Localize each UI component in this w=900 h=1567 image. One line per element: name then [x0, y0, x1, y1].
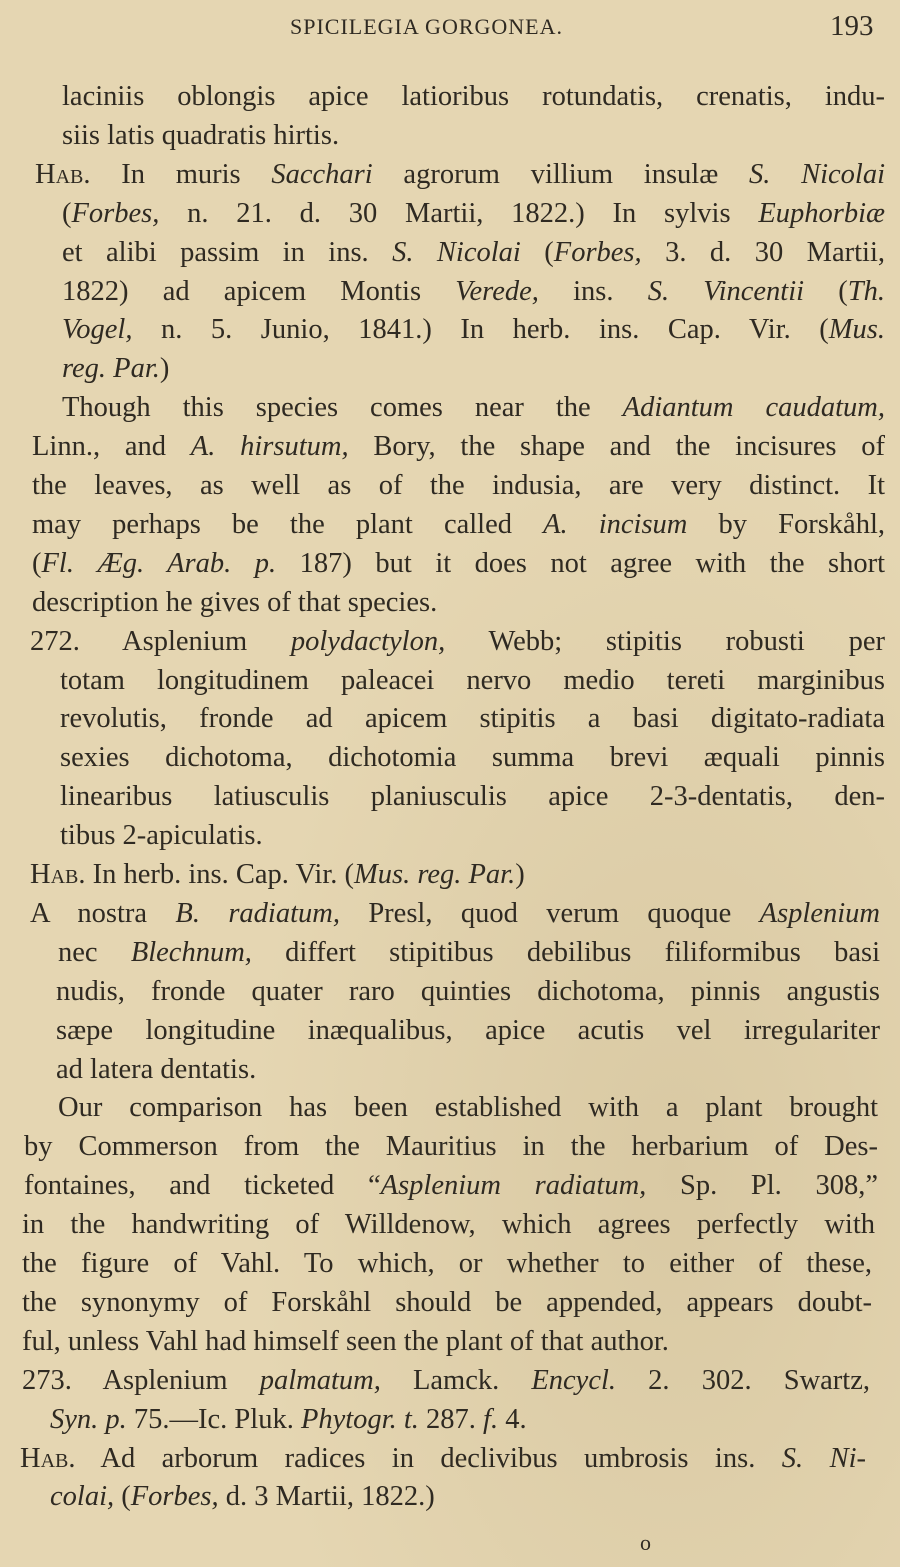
- text-line: [30, 858, 525, 892]
- italic-run: Vogel,: [62, 314, 133, 346]
- italic-run: Syn. p.: [50, 1403, 127, 1435]
- text-run: in the handwriting of Willdenow, which agrees perfectly with: [22, 1209, 875, 1241]
- text-run: 1822) ad apicem Montis: [62, 275, 456, 307]
- italic-run: Mus. reg. Par.: [353, 859, 516, 890]
- italic-run: Fl. Æg. Arab. p.: [41, 547, 277, 579]
- text-run: 272. Asplenium: [30, 625, 291, 657]
- italic-run: reg. Par.: [62, 353, 160, 385]
- text-run: revolutis, fronde ad apicem stipitis a basi digitato-radiata: [60, 703, 885, 735]
- text-run: the figure of Vahl. To which, or whether to either of these,: [22, 1248, 872, 1279]
- text-line: [30, 897, 880, 931]
- italic-run: Forbes,: [553, 236, 642, 268]
- text-run: may perhaps be the plant called: [32, 508, 544, 540]
- text-run: sexies dichotoma, dichotomia summa brevi æquali pinnis: [60, 742, 885, 774]
- text-run: n. 21. d. 30 Martii, 1822.) In sylvis: [159, 197, 759, 229]
- text-line: [56, 1014, 880, 1048]
- italic-run: Encycl.: [531, 1364, 617, 1396]
- page-number: 193: [830, 10, 874, 42]
- italic-run: S. Nicolai: [392, 236, 521, 268]
- text-line: [62, 275, 885, 309]
- italic-run: Adiantum caudatum,: [622, 392, 885, 424]
- text-run: ): [515, 859, 525, 890]
- italic-run: Th.: [847, 275, 885, 307]
- text-line: [62, 352, 169, 386]
- text-run: Lamck.: [380, 1364, 532, 1396]
- text-run: Presl, quod verum quoque: [339, 897, 760, 929]
- text-line: [50, 1480, 435, 1514]
- italic-run: A. incisum: [543, 508, 688, 540]
- italic-run: Phytogr. t.: [300, 1403, 419, 1435]
- text-line: [22, 1286, 872, 1320]
- text-run: 4.: [498, 1403, 527, 1435]
- text-line: [32, 547, 885, 581]
- text-run: laciniis oblongis apice latioribus rotundatis, crenatis, indu-: [62, 81, 885, 112]
- italic-run: palmatum,: [259, 1364, 381, 1396]
- text-line: [56, 975, 880, 1009]
- text-run: 2. 302. Swartz,: [616, 1364, 870, 1396]
- italic-run: B. radiatum,: [175, 897, 340, 929]
- text-run: 187) but it does not agree with the short: [276, 547, 885, 579]
- text-run: nudis, fronde quater raro quinties dichotoma, pinnis angustis: [56, 975, 880, 1007]
- text-run: 287.: [418, 1403, 484, 1435]
- text-line: [58, 1091, 878, 1125]
- text-run: ful, unless Vahl had himself seen the plant of that author.: [22, 1325, 669, 1357]
- text-run: 3. d. 30 Martii,: [641, 236, 885, 268]
- text-run: sæpe longitudine inæqualibus, apice acutis vel irregulariter: [56, 1014, 880, 1046]
- text-line: [22, 1208, 875, 1242]
- italic-run: S. Ni-: [781, 1442, 867, 1474]
- text-run: Sp. Pl. 308,”: [646, 1170, 878, 1202]
- text-line: [50, 1403, 527, 1437]
- text-run: (: [62, 197, 72, 229]
- text-line: [30, 625, 885, 659]
- text-run: by Forskåhl,: [687, 508, 885, 540]
- text-run: linearibus latiusculis planiusculis apice 2-3-dentatis, den-: [60, 781, 885, 813]
- text-line: [60, 702, 885, 736]
- text-run: (: [32, 547, 42, 579]
- italic-run: Sacchari: [271, 158, 373, 190]
- text-line: [32, 586, 437, 620]
- text-line: [62, 313, 885, 347]
- text-run: Our comparison has been established with a plant brought: [58, 1092, 878, 1124]
- text-line: [60, 741, 885, 775]
- text-run: differt stipitibus debilibus filiformibus basi: [251, 936, 880, 968]
- text-line: [24, 1169, 878, 1203]
- italic-run: Asplenium: [759, 897, 880, 929]
- text-run: A nostra: [30, 897, 176, 929]
- text-run: tibus 2-apiculatis.: [60, 820, 263, 852]
- italic-run: A. hirsutum,: [190, 431, 349, 463]
- text-run: siis latis quadratis hirtis.: [62, 119, 340, 151]
- text-line: [35, 158, 885, 192]
- running-title: SPICILEGIA GORGONEA.: [290, 14, 563, 39]
- text-run: (: [520, 236, 554, 268]
- italic-run: f.: [483, 1403, 499, 1435]
- text-run: Bory, the shape and the incisures of: [348, 431, 886, 463]
- text-run: Linn., and: [32, 431, 191, 463]
- text-line: [32, 508, 885, 542]
- text-line: [62, 119, 339, 153]
- italic-run: Verede,: [455, 275, 539, 307]
- text-run: Webb; stipitis robusti per: [445, 625, 885, 657]
- italic-run: Forbes,: [130, 1481, 219, 1513]
- text-run: 273. Asplenium: [22, 1364, 260, 1396]
- text-line: [22, 1325, 669, 1359]
- text-run: et alibi passim in ins.: [62, 236, 393, 268]
- text-run: ins.: [538, 275, 648, 307]
- text-run: by Commerson from the Mauritius in the herbarium of Des-: [24, 1131, 878, 1163]
- text-run: totam longitudinem paleacei nervo medio tereti marginibus: [60, 664, 885, 696]
- text-run: d. 3 Martii, 1822.): [218, 1481, 435, 1513]
- text-line: [32, 469, 885, 503]
- text-run: ): [159, 353, 170, 385]
- italic-run: S. Nicolai: [748, 158, 885, 190]
- text-run: Though this species comes near the: [62, 392, 623, 424]
- text-line: [24, 1130, 878, 1164]
- text-line: [58, 936, 880, 970]
- text-run: the synonymy of Forskåhl should be appended, appears doubt-: [22, 1286, 872, 1318]
- text-run: Ad arborum radices in declivibus umbrosis ins.: [75, 1442, 782, 1474]
- habitat-label: Hab.: [20, 1442, 76, 1474]
- signature-mark: o: [640, 1530, 651, 1555]
- italic-run: Mus.: [828, 314, 885, 346]
- text-run: nec: [58, 936, 131, 968]
- italic-run: colai,: [50, 1481, 115, 1513]
- text-run: ad latera dentatis.: [56, 1053, 257, 1085]
- text-run: (: [804, 275, 848, 307]
- text-line: [60, 780, 885, 814]
- text-run: fontaines, and ticketed “: [24, 1170, 381, 1202]
- italic-run: Forbes,: [71, 197, 160, 229]
- habitat-label: Hab.: [30, 859, 86, 890]
- text-run: the leaves, as well as of the indusia, are very distinct. It: [32, 470, 885, 501]
- italic-run: Euphorbiæ: [758, 197, 885, 229]
- text-line: [62, 197, 885, 231]
- text-line: [20, 1442, 866, 1476]
- text-line: [22, 1364, 870, 1398]
- italic-run: polydactylon,: [290, 625, 446, 657]
- text-line: [62, 80, 885, 114]
- italic-run: Asplenium radiatum,: [380, 1170, 647, 1202]
- text-line: [32, 430, 885, 464]
- text-run: agrorum villium insulæ: [372, 158, 749, 190]
- text-run: In herb. ins. Cap. Vir. (: [85, 859, 354, 890]
- text-run: n. 5. Junio, 1841.) In herb. ins. Cap. Vir. (: [132, 314, 829, 346]
- text-line: [60, 819, 263, 853]
- text-line: [60, 664, 885, 698]
- text-line: [62, 391, 885, 425]
- text-run: (: [114, 1481, 131, 1513]
- habitat-label: Hab.: [35, 158, 91, 190]
- text-line: [22, 1247, 872, 1281]
- text-run: description he gives of that species.: [32, 586, 438, 618]
- text-line: [56, 1053, 256, 1087]
- text-run: In muris: [90, 158, 272, 190]
- italic-run: Blechnum,: [130, 936, 252, 968]
- text-run: 75.—Ic. Pluk.: [126, 1403, 301, 1435]
- text-line: [62, 236, 885, 270]
- italic-run: S. Vincentii: [647, 275, 805, 307]
